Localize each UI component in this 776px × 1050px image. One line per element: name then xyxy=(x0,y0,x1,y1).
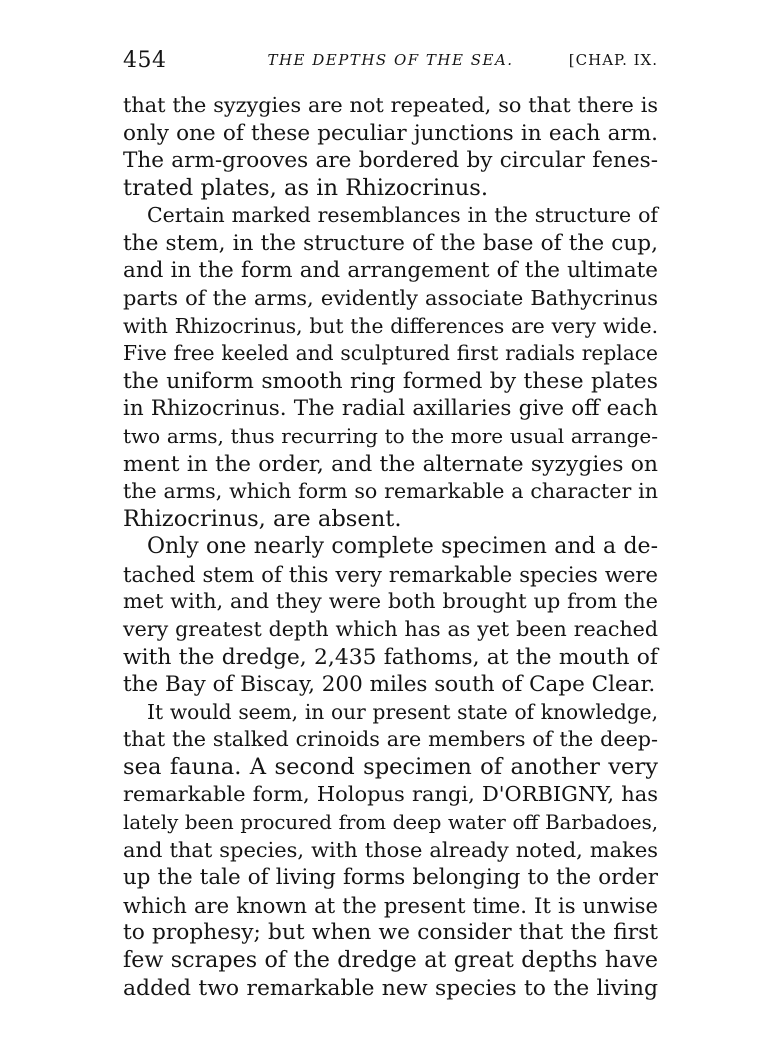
body-text xyxy=(123,92,658,1002)
page-number: 454 xyxy=(123,48,167,73)
paragraph-start-line: Certain marked resemblances in the structure of xyxy=(147,203,658,228)
text-line: Five free keeled and sculptured first radials replace xyxy=(123,341,658,366)
text-line: up the tale of living forms belonging to the order xyxy=(123,865,658,891)
text-line: added two remarkable new species to the living xyxy=(123,975,658,1001)
text-line: remarkable form, Holopus rangi, D'ORBIGNY, has xyxy=(123,782,658,807)
paragraph-start-line: Only one nearly complete specimen and a de- xyxy=(147,534,658,560)
text-line: in Rhizocrinus. The radial axillaries give off each xyxy=(123,396,658,422)
text-line: few scrapes of the dredge at great depths have xyxy=(123,946,658,973)
text-line: met with, and they were both brought up from the xyxy=(123,589,658,614)
text-line: lately been procured from deep water off Barbadoes, xyxy=(123,811,658,835)
text-line: and in the form and arrangement of the ultimate xyxy=(123,258,658,284)
page-header xyxy=(123,48,658,78)
text-line: tached stem of this very remarkable species were xyxy=(123,561,658,587)
text-line: the arms, which form so remarkable a character in xyxy=(123,479,658,504)
text-line: very greatest depth which has as yet been reached xyxy=(123,616,658,641)
text-line: ment in the order, and the alternate syzygies on xyxy=(123,451,658,477)
text-line: which are known at the present time. It is unwise xyxy=(123,892,658,918)
text-line: with the dredge, 2,435 fathoms, at the mouth of xyxy=(123,644,658,670)
text-line: sea fauna. A second specimen of another very xyxy=(123,753,658,780)
text-line: only one of these peculiar junctions in each arm. xyxy=(123,120,658,146)
text-line: with Rhizocrinus, but the differences are very wide. xyxy=(123,313,658,338)
text-line: The arm-grooves are bordered by circular fenes- xyxy=(123,148,658,174)
paragraph-start-line: It would seem, in our present state of knowledge, xyxy=(147,699,658,724)
text-line: the stem, in the structure of the base of the cup, xyxy=(123,230,658,256)
text-line: two arms, thus recurring to the more usual arrange- xyxy=(123,423,658,448)
chapter-reference: [CHAP. IX. xyxy=(568,51,658,69)
text-line: that the syzygies are not repeated, so that there is xyxy=(123,93,658,117)
running-title: THE DEPTHS OF THE SEA. xyxy=(267,51,514,69)
text-line: and that species, with those already noted, makes xyxy=(123,837,658,862)
text-line: the uniform smooth ring formed by these plates xyxy=(123,368,658,394)
text-line: trated plates, as in Rhizocrinus. xyxy=(123,174,489,201)
text-line: Rhizocrinus, are absent. xyxy=(123,505,402,532)
text-line: the Bay of Biscay, 200 miles south of Cape Clear. xyxy=(123,672,656,698)
text-line: that the stalked crinoids are members of the deep- xyxy=(123,727,658,752)
text-line: to prophesy; but when we consider that the first xyxy=(123,920,658,946)
text-line: parts of the arms, evidently associate Bathycrinus xyxy=(123,286,658,311)
